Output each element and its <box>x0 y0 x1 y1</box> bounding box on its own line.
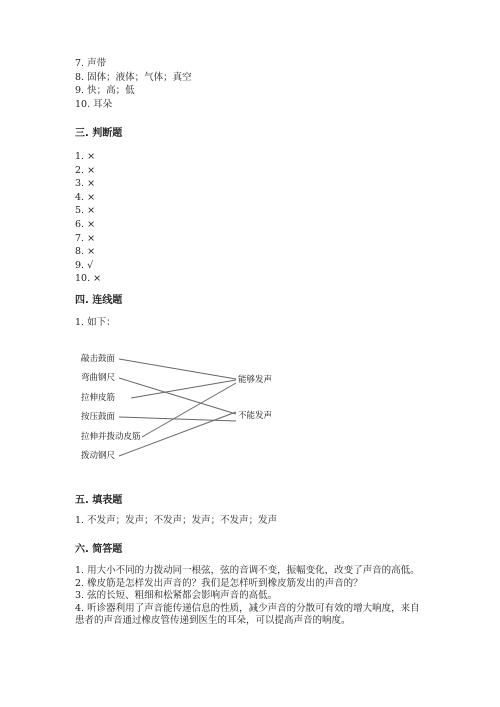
judgement-item: 4. × <box>75 191 96 203</box>
section3-title: 三. 判断题 <box>75 128 123 139</box>
answer-line: 10. 耳朵 <box>75 98 113 110</box>
judgement-item: 7. × <box>75 232 96 244</box>
short-answer: 3. 弦的长短、粗细和松紧都会影响声音的高低。 <box>75 590 278 601</box>
left-item: 拉伸并拨动皮筋 <box>81 432 141 442</box>
short-answer: 4. 听诊器利用了声音能传递信息的性质，减少声音的分散可有效的增大响度，来自患者的声音通过橡皮管传递到医生的耳朵，可以提高声音的响度。 <box>75 602 420 626</box>
section6-title: 六. 简答题 <box>75 544 123 555</box>
judgement-item: 1. × <box>75 151 96 162</box>
judgement-item: 8. × <box>75 246 96 258</box>
section4-title: 四. 连线题 <box>75 295 123 306</box>
section5-answer: 1. 不发声；发声；不发声；发声；不发声；发声 <box>75 515 278 526</box>
judgement-item: 2. × <box>75 164 96 176</box>
match-line <box>131 380 236 398</box>
short-answer: 1. 用大小不同的力拨动同一根弦，弦的音调不变，振幅变化，改变了声音的高低。 <box>75 565 420 576</box>
answer-line: 9. 快；高；低 <box>75 85 135 97</box>
section5-title: 五. 填表题 <box>75 495 123 506</box>
judgement-item: 6. × <box>75 218 96 230</box>
section4-intro: 1. 如下： <box>75 317 116 328</box>
short-answer: 2. 橡皮筋是怎样发出声音的？我们是怎样听到橡皮筋发出的声音的？ <box>75 577 363 589</box>
left-item: 敲击鼓面 <box>81 354 116 364</box>
answer-line: 7. 声带 <box>75 58 107 69</box>
right-item: 不能发声 <box>238 411 273 421</box>
left-item: 拉伸皮筋 <box>81 393 116 403</box>
left-item: 按压鼓面 <box>81 412 116 422</box>
judgement-item: 3. × <box>75 178 96 190</box>
right-item: 能够发声 <box>238 375 273 385</box>
left-item: 拨动钢尺 <box>81 451 116 461</box>
left-item: 弯曲钢尺 <box>81 373 116 383</box>
judgement-item: 10. × <box>75 273 102 285</box>
section6-answers <box>75 565 435 628</box>
match-line <box>119 359 236 379</box>
answer-line: 8. 固体；液体；气体；真空 <box>75 71 192 83</box>
judgement-item: 9. √ <box>75 259 94 271</box>
judgement-item: 5. × <box>75 205 96 217</box>
